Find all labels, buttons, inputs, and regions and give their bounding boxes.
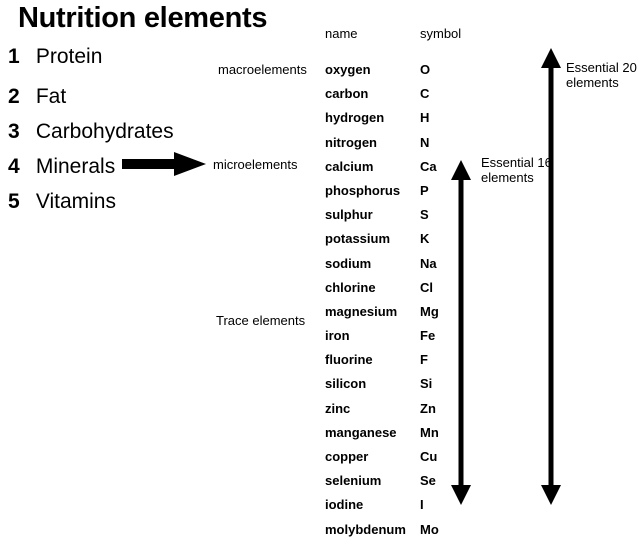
element-symbol: P (420, 182, 429, 198)
element-symbol: Ca (420, 158, 437, 174)
group-label-microelements: microelements (213, 157, 298, 172)
element-name: chlorine (325, 279, 376, 295)
element-name: calcium (325, 158, 374, 174)
element-name: molybdenum (325, 521, 406, 537)
element-name: phosphorus (325, 182, 401, 198)
element-symbol: S (420, 207, 429, 223)
list-item-number: 5 (8, 190, 20, 213)
element-symbol: Mg (420, 303, 439, 319)
table-row (325, 522, 485, 546)
list-item-label: Protein (35, 45, 103, 68)
right-arrow-icon (122, 152, 206, 176)
column-header-symbol: symbol (420, 26, 462, 41)
element-symbol: Mn (420, 424, 439, 440)
group-label-macroelements: macroelements (218, 62, 307, 77)
element-name: oxygen (325, 62, 371, 77)
caption-line-1: Essential 16 (481, 155, 552, 170)
element-name: iron (325, 328, 350, 344)
element-symbol: Fe (420, 328, 436, 344)
element-symbol: Mo (420, 521, 439, 537)
element-symbol: H (420, 110, 430, 126)
element-name: zinc (325, 400, 351, 416)
caption-line-2: elements (481, 170, 534, 185)
element-symbol: N (420, 134, 430, 150)
list-item-number: 4 (8, 155, 20, 178)
element-symbol: Si (420, 376, 433, 392)
list-item-label: Vitamins (35, 190, 116, 213)
element-symbol: Cu (420, 449, 438, 464)
list-item-carbohydrates (8, 120, 174, 144)
element-name: magnesium (325, 303, 398, 319)
column-header-name: name (325, 26, 358, 41)
list-item-label: Minerals (35, 155, 116, 178)
list-item-label: Carbohydrates (35, 120, 174, 143)
group-label-trace-elements: Trace elements (216, 313, 306, 328)
element-symbol: Zn (420, 400, 436, 416)
element-name: potassium (325, 231, 391, 247)
element-name: copper (325, 449, 369, 464)
element-name: manganese (325, 424, 397, 440)
caption-line-2: elements (566, 75, 619, 90)
double-arrow-essential-20 (540, 48, 562, 505)
list-item-label: Fat (35, 85, 67, 108)
caption-essential-20 (566, 60, 637, 90)
list-item-vitamins (8, 190, 116, 214)
caption-line-1: Essential 20 (566, 60, 637, 75)
element-symbol: Se (420, 473, 436, 489)
table-row (325, 62, 485, 86)
list-item-number: 3 (8, 120, 20, 143)
list-item-minerals (8, 155, 115, 179)
element-name: sulphur (325, 207, 373, 223)
element-name: carbon (325, 86, 369, 102)
element-symbol: I (420, 497, 424, 513)
element-name: iodine (325, 497, 364, 513)
double-arrow-essential-16 (450, 160, 472, 505)
list-item-number: 1 (8, 45, 20, 68)
element-name: sodium (325, 255, 372, 271)
element-symbol: C (420, 86, 430, 102)
element-name: silicon (325, 376, 367, 392)
table-row (325, 86, 485, 110)
element-symbol: F (420, 352, 428, 368)
element-symbol: Na (420, 255, 437, 271)
element-name: selenium (325, 473, 382, 489)
list-item-protein (8, 45, 102, 69)
element-symbol: Cl (420, 279, 433, 295)
table-row (325, 135, 485, 159)
list-item-fat (8, 85, 66, 109)
element-name: hydrogen (325, 110, 385, 126)
page-title: Nutrition elements (18, 2, 268, 34)
element-name: fluorine (325, 352, 373, 368)
element-symbol: O (420, 62, 431, 77)
element-name: nitrogen (325, 134, 377, 150)
list-item-number: 2 (8, 85, 20, 108)
element-symbol: K (420, 231, 430, 247)
table-row (325, 110, 485, 134)
